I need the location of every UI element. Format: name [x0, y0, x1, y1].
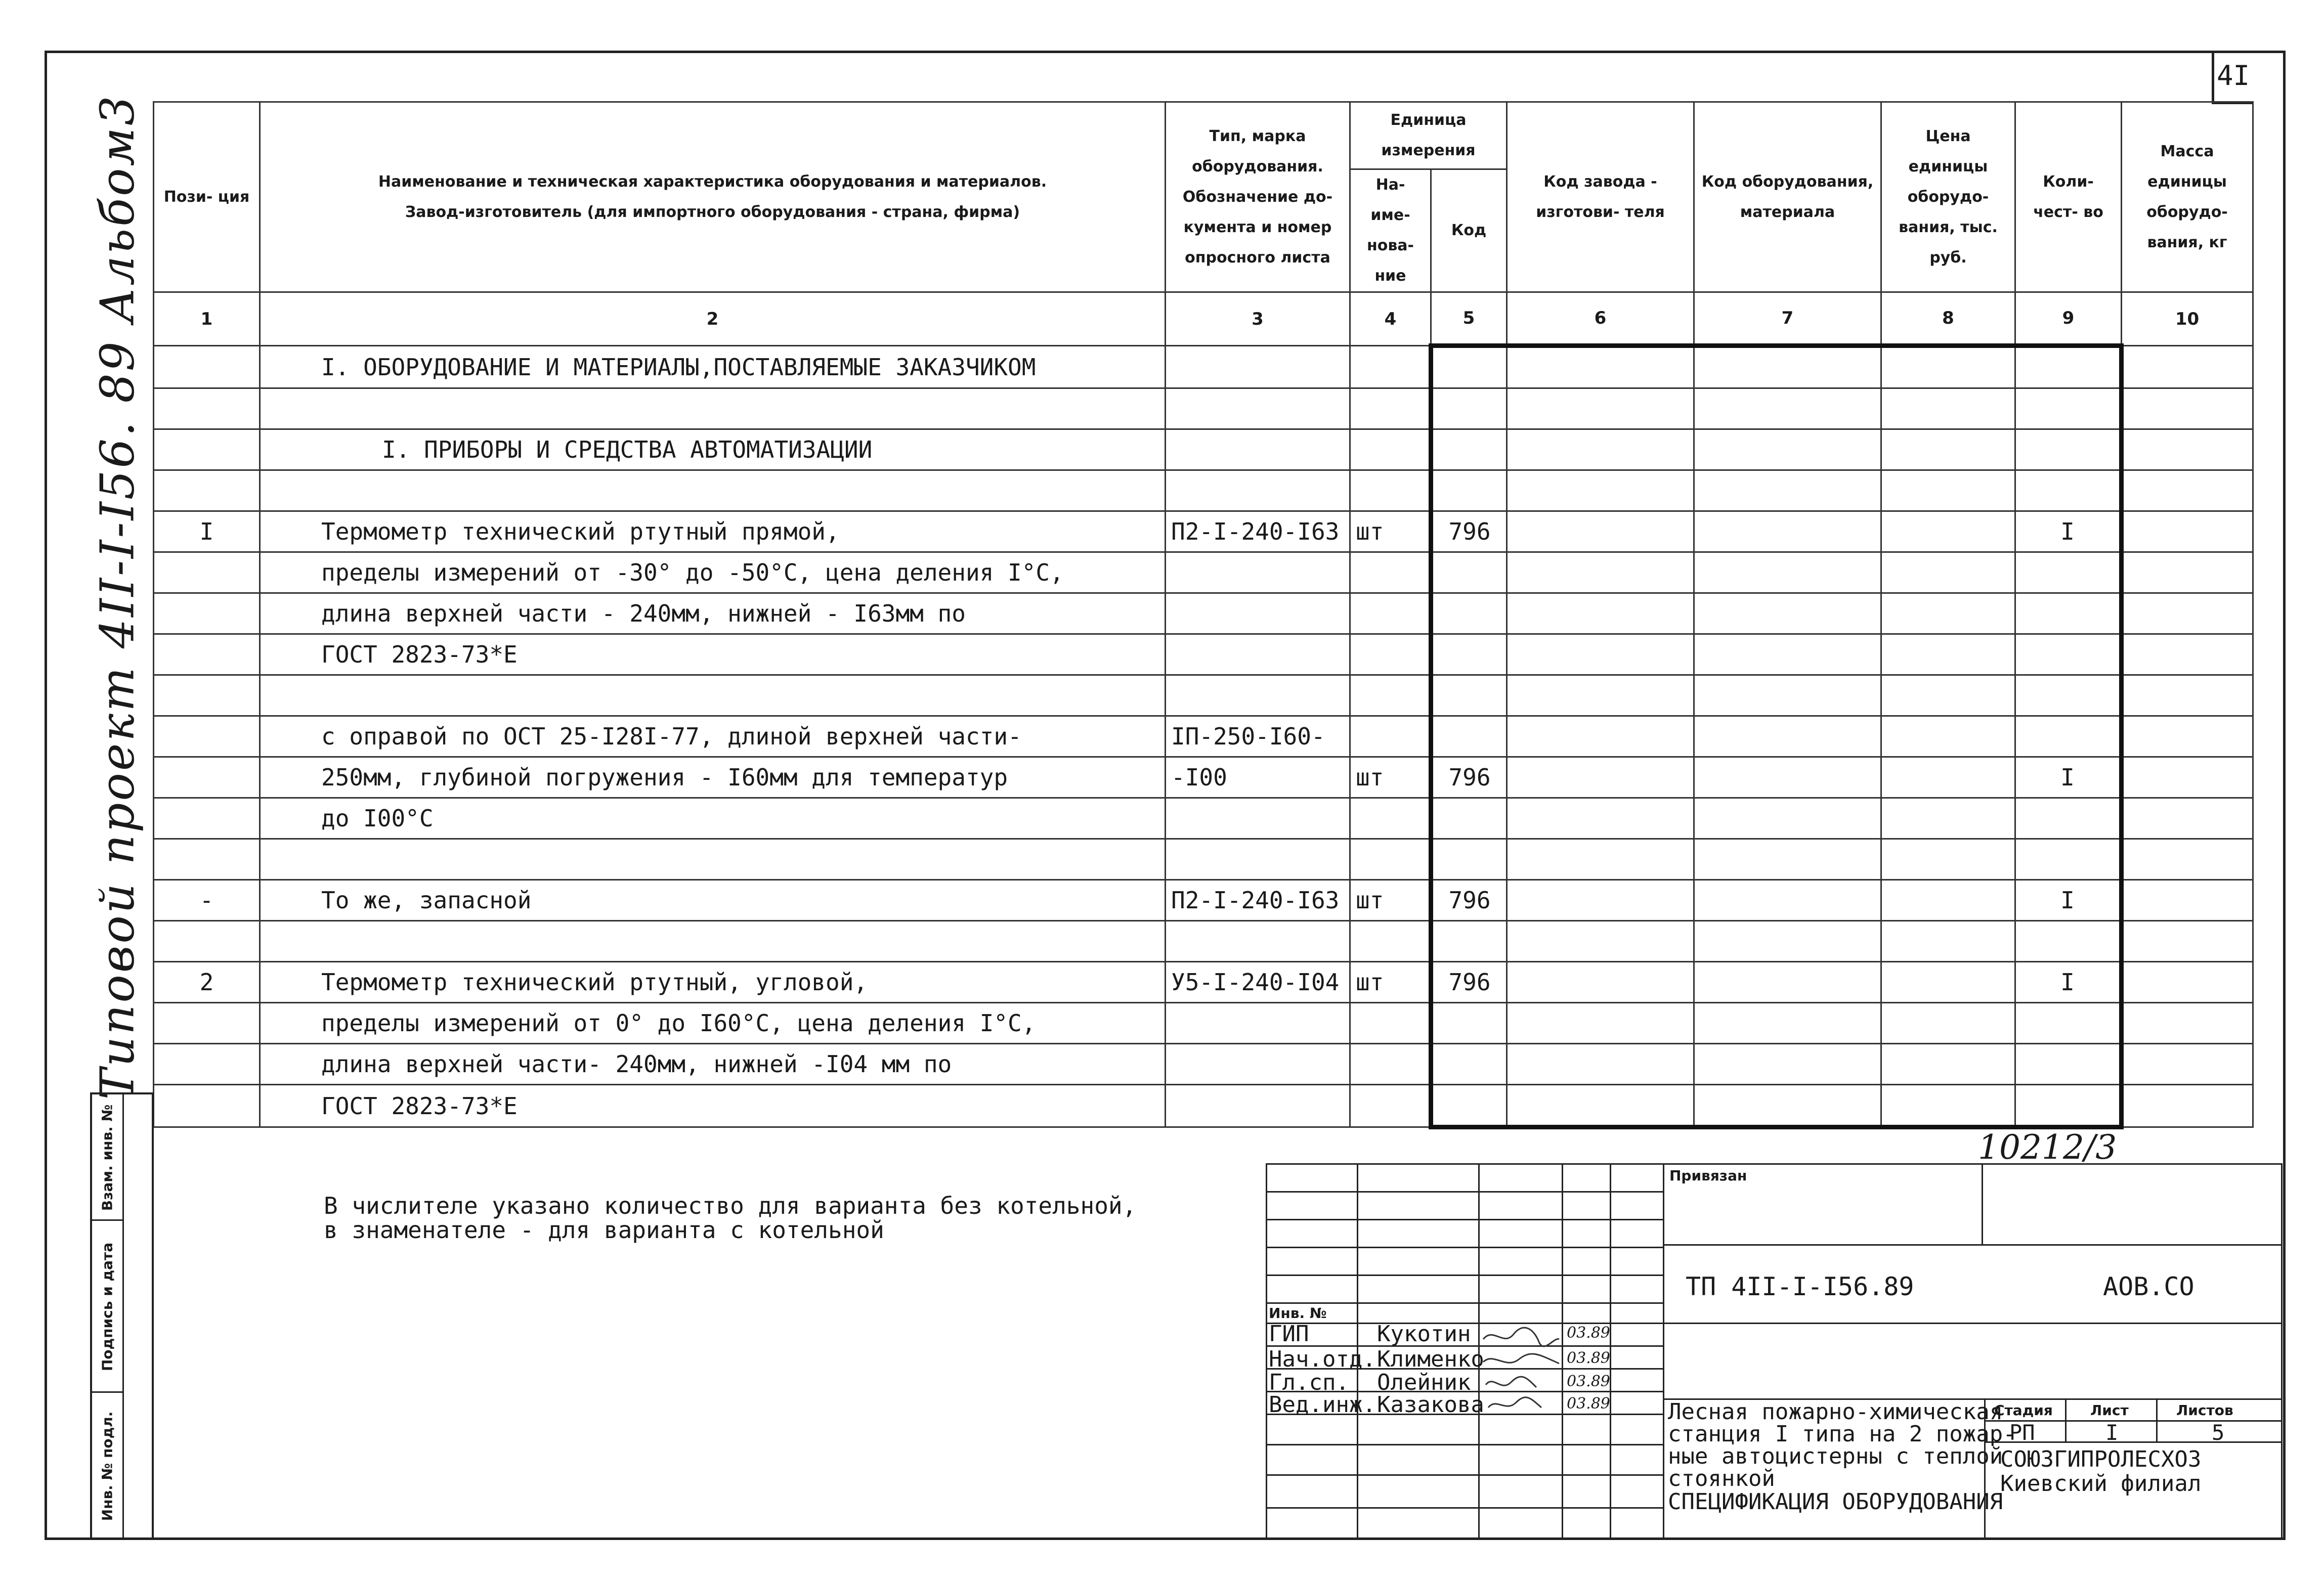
cell-name: длина верхней части - 240мм, нижней - I63мм по: [260, 593, 1166, 634]
table-row: [154, 921, 2253, 962]
cell-factory-code: [1507, 921, 1694, 962]
cell-unit-code: [1431, 429, 1507, 470]
cell-name: [260, 921, 1166, 962]
cell-type: [1166, 634, 1350, 675]
header-type: Тип, марка оборудования. Обозначение до- кумента и номер опросного листа: [1166, 102, 1350, 292]
cell-name: 250мм, глубиной погружения - I60мм для температур: [260, 757, 1166, 798]
sheets-value: 5: [2212, 1420, 2225, 1445]
specification-body: [154, 346, 2253, 1127]
cell-mass: [2122, 1044, 2253, 1085]
cell-type: У5-I-240-I04: [1166, 962, 1350, 1003]
cell-factory-code: [1507, 470, 1694, 511]
cell-quantity: [2015, 552, 2122, 593]
cell-type: [1166, 839, 1350, 880]
stamp-column: [90, 1092, 154, 1540]
cell-unit: [1350, 552, 1431, 593]
cell-price: [1881, 921, 2015, 962]
header-position: Пози- ция: [154, 102, 260, 292]
cell-unit: шт: [1350, 511, 1431, 552]
cell-name: [260, 675, 1166, 716]
table-row: [154, 593, 2253, 634]
staff-date: 03.89: [1567, 1324, 1610, 1342]
table-row: [154, 675, 2253, 716]
signatures: [1478, 1324, 1564, 1415]
description-line: станция I типа на 2 пожар-: [1668, 1421, 2016, 1447]
cell-factory-code: [1507, 429, 1694, 470]
privyazan-label: Привязан: [1669, 1167, 1747, 1184]
table-row: [154, 839, 2253, 880]
cell-factory-code: [1507, 757, 1694, 798]
cell-unit: [1350, 388, 1431, 429]
cell-unit-code: [1431, 593, 1507, 634]
staff-date: 03.89: [1567, 1349, 1610, 1367]
grid-line: [1266, 1219, 1663, 1220]
table-row: [154, 1085, 2253, 1127]
cell-quantity: [2015, 1003, 2122, 1044]
grid-line: [1982, 1163, 1983, 1244]
staff-role: Гл.сп.: [1269, 1370, 1349, 1395]
cell-factory-code: [1507, 346, 1694, 388]
description-line: ные автоцистерны с теплой: [1668, 1443, 2003, 1469]
title-block: [1266, 1163, 2283, 1540]
staff-name: Олейник: [1377, 1370, 1471, 1395]
cell-price: [1881, 798, 2015, 839]
cell-price: [1881, 346, 2015, 388]
cell-price: [1881, 716, 2015, 757]
cell-position: 2: [154, 962, 260, 1003]
cell-mass: [2122, 1085, 2253, 1127]
cell-name: ГОСТ 2823-73*Е: [260, 1085, 1166, 1127]
cell-equipment-code: [1694, 798, 1881, 839]
grid-line: [1266, 1274, 1663, 1276]
header-name: [260, 102, 1166, 292]
cell-type: [1166, 552, 1350, 593]
cell-position: [154, 757, 260, 798]
grid-line: [1663, 1244, 2283, 1246]
grid-line: [1266, 1247, 1663, 1248]
cell-factory-code: [1507, 839, 1694, 880]
cell-equipment-code: [1694, 880, 1881, 921]
cell-unit-code: 796: [1431, 511, 1507, 552]
cell-position: -: [154, 880, 260, 921]
cell-unit: [1350, 839, 1431, 880]
cell-unit-code: [1431, 552, 1507, 593]
cell-mass: [2122, 388, 2253, 429]
cell-price: [1881, 552, 2015, 593]
cell-quantity: [2015, 1085, 2122, 1127]
cell-quantity: [2015, 346, 2122, 388]
table-row: [154, 511, 2253, 552]
cell-equipment-code: [1694, 962, 1881, 1003]
cell-type: [1166, 1044, 1350, 1085]
cell-mass: [2122, 921, 2253, 962]
column-number: 8: [1881, 292, 2015, 346]
staff-role: Вед.инж.: [1269, 1392, 1376, 1418]
note: [324, 1194, 1136, 1242]
stage-label: Стадия: [1994, 1402, 2053, 1419]
cell-factory-code: [1507, 1044, 1694, 1085]
cell-unit-code: [1431, 798, 1507, 839]
grid-line: [1266, 1507, 1663, 1509]
cell-factory-code: [1507, 880, 1694, 921]
header-row-1: [154, 102, 2253, 169]
column-number: 3: [1166, 292, 1350, 346]
cell-unit: [1350, 675, 1431, 716]
cell-position: [154, 346, 260, 388]
cell-equipment-code: [1694, 634, 1881, 675]
table-row: [154, 429, 2253, 470]
header-mass: Масса единицы оборудо- вания, кг: [2122, 102, 2253, 292]
cell-unit-code: 796: [1431, 880, 1507, 921]
cell-type: П2-I-240-I63: [1166, 511, 1350, 552]
cell-unit-code: [1431, 921, 1507, 962]
cell-position: [154, 1003, 260, 1044]
cell-position: [154, 1044, 260, 1085]
cell-name: до I00°С: [260, 798, 1166, 839]
cell-equipment-code: [1694, 1044, 1881, 1085]
sheet-title: СПЕЦИФИКАЦИЯ ОБОРУДОВАНИЯ: [1668, 1489, 2003, 1515]
cell-quantity: [2015, 1044, 2122, 1085]
stamp-label-original-inventory: Инв. № подл.: [99, 1411, 116, 1521]
cell-unit-code: [1431, 388, 1507, 429]
cell-equipment-code: [1694, 716, 1881, 757]
cell-quantity: [2015, 593, 2122, 634]
cell-factory-code: [1507, 593, 1694, 634]
organization-name: СОЮЗГИПРОЛЕСХОЗ: [2000, 1446, 2202, 1472]
cell-position: [154, 429, 260, 470]
cell-mass: [2122, 593, 2253, 634]
stamp-cell-replaced-inventory: [92, 1094, 122, 1221]
cell-mass: [2122, 716, 2253, 757]
cell-price: [1881, 880, 2015, 921]
cell-equipment-code: [1694, 346, 1881, 388]
header-unit-name: На- име- нова- ние: [1350, 169, 1431, 292]
table-row: [154, 1003, 2253, 1044]
cell-name: длина верхней части- 240мм, нижней -I04 мм по: [260, 1044, 1166, 1085]
cell-price: [1881, 593, 2015, 634]
sidebar: [87, 94, 148, 1100]
header-quantity: Коли- чест- во: [2015, 102, 2122, 292]
cell-factory-code: [1507, 388, 1694, 429]
description-line: Лесная пожарно-химическая: [1668, 1399, 2003, 1425]
cell-quantity: [2015, 388, 2122, 429]
note-line1: В числителе указано количество для варианта без котельной,: [324, 1192, 1137, 1219]
cell-type: IП-250-I60-: [1166, 716, 1350, 757]
cell-mass: [2122, 429, 2253, 470]
cell-equipment-code: [1694, 1003, 1881, 1044]
cell-mass: [2122, 511, 2253, 552]
cell-type: [1166, 346, 1350, 388]
cell-equipment-code: [1694, 388, 1881, 429]
description-line: стоянкой: [1668, 1466, 1775, 1491]
cell-unit: [1350, 921, 1431, 962]
cell-type: П2-I-240-I63: [1166, 880, 1350, 921]
stamp-cell-signature-date: [92, 1221, 122, 1393]
cell-position: [154, 1085, 260, 1127]
staff-date: 03.89: [1567, 1373, 1610, 1390]
document-mark: АОВ.СО: [2103, 1272, 2194, 1301]
cell-price: [1881, 388, 2015, 429]
table-row: [154, 757, 2253, 798]
cell-mass: [2122, 962, 2253, 1003]
cell-equipment-code: [1694, 552, 1881, 593]
cell-name: с оправой по ОСТ 25-I28I-77, длиной верхней части-: [260, 716, 1166, 757]
cell-mass: [2122, 552, 2253, 593]
cell-position: [154, 675, 260, 716]
cell-unit-code: [1431, 1003, 1507, 1044]
grid-line: [1266, 1302, 1663, 1304]
cell-factory-code: [1507, 1003, 1694, 1044]
cell-name: I. ПРИБОРЫ И СРЕДСТВА АВТОМАТИЗАЦИИ: [260, 429, 1166, 470]
page-number: 4I: [2212, 51, 2252, 104]
cell-position: [154, 716, 260, 757]
table-row: [154, 798, 2253, 839]
column-number: 9: [2015, 292, 2122, 346]
cell-position: [154, 798, 260, 839]
cell-price: [1881, 634, 2015, 675]
cell-mass: [2122, 634, 2253, 675]
grid-line: [1663, 1163, 1664, 1540]
cell-unit-code: [1431, 1085, 1507, 1127]
grid-line: [1266, 1474, 1663, 1476]
cell-unit-code: 796: [1431, 962, 1507, 1003]
cell-position: [154, 470, 260, 511]
cell-equipment-code: [1694, 1085, 1881, 1127]
cell-type: [1166, 388, 1350, 429]
cell-equipment-code: [1694, 593, 1881, 634]
column-number: 1: [154, 292, 260, 346]
cell-name: Термометр технический ртутный прямой,: [260, 511, 1166, 552]
cell-quantity: [2015, 839, 2122, 880]
cell-equipment-code: [1694, 511, 1881, 552]
cell-quantity: I: [2015, 880, 2122, 921]
note-line2: в знаменателе - для варианта с котельной: [324, 1216, 884, 1244]
handwritten-number: 10212/3: [1978, 1128, 2117, 1167]
cell-factory-code: [1507, 552, 1694, 593]
cell-price: [1881, 470, 2015, 511]
cell-unit: шт: [1350, 880, 1431, 921]
staff-name: Кукотин: [1377, 1321, 1471, 1347]
cell-mass: [2122, 798, 2253, 839]
cell-unit: шт: [1350, 757, 1431, 798]
cell-unit: [1350, 1085, 1431, 1127]
cell-equipment-code: [1694, 921, 1881, 962]
specification-table: [153, 101, 2254, 1129]
cell-name: пределы измерений от -30° до -50°С, цена деления I°С,: [260, 552, 1166, 593]
sheets-label: Листов: [2176, 1402, 2233, 1419]
cell-quantity: [2015, 429, 2122, 470]
cell-equipment-code: [1694, 675, 1881, 716]
cell-name: То же, запасной: [260, 880, 1166, 921]
cell-position: [154, 839, 260, 880]
cell-mass: [2122, 470, 2253, 511]
grid-line: [1663, 1323, 2283, 1324]
cell-unit: [1350, 1044, 1431, 1085]
grid-line: [1266, 1191, 1663, 1193]
staff-name: Клименко: [1377, 1346, 1484, 1372]
cell-type: [1166, 675, 1350, 716]
header-unit-group: Единица измерения: [1350, 102, 1507, 169]
cell-position: [154, 634, 260, 675]
header-price: Цена единицы оборудо- вания, тыс. руб.: [1881, 102, 2015, 292]
cell-price: [1881, 1085, 2015, 1127]
staff-role: ГИП: [1269, 1321, 1309, 1347]
cell-equipment-code: [1694, 757, 1881, 798]
table-row: [154, 634, 2253, 675]
cell-mass: [2122, 346, 2253, 388]
cell-unit-code: [1431, 716, 1507, 757]
cell-equipment-code: [1694, 839, 1881, 880]
cell-name: I. ОБОРУДОВАНИЕ И МАТЕРИАЛЫ,ПОСТАВЛЯЕМЫЕ ЗАКАЗЧИКОМ: [260, 346, 1166, 388]
stamp-label-replaced-inventory: Взам. инв. №: [99, 1104, 116, 1211]
cell-unit-code: [1431, 839, 1507, 880]
cell-name: Термометр технический ртутный, угловой,: [260, 962, 1166, 1003]
cell-price: [1881, 675, 2015, 716]
cell-unit: [1350, 593, 1431, 634]
cell-unit-code: 796: [1431, 757, 1507, 798]
cell-type: [1166, 593, 1350, 634]
cell-price: [1881, 429, 2015, 470]
organization-branch: Киевский филиал: [2000, 1471, 2202, 1497]
cell-type: [1166, 921, 1350, 962]
cell-quantity: [2015, 634, 2122, 675]
cell-quantity: [2015, 921, 2122, 962]
project-label: Типовой проект 4ІІ-І-І56. 89 Альбом3: [90, 94, 145, 1100]
cell-price: [1881, 757, 2015, 798]
column-number: 10: [2122, 292, 2253, 346]
column-number: 2: [260, 292, 1166, 346]
cell-position: [154, 552, 260, 593]
cell-unit: [1350, 346, 1431, 388]
cell-type: [1166, 470, 1350, 511]
staff-role: Нач.отд.: [1269, 1346, 1376, 1372]
cell-mass: [2122, 675, 2253, 716]
cell-unit: [1350, 470, 1431, 511]
cell-unit: [1350, 429, 1431, 470]
table-row: [154, 716, 2253, 757]
cell-unit: [1350, 1003, 1431, 1044]
table-row: [154, 962, 2253, 1003]
cell-quantity: I: [2015, 511, 2122, 552]
cell-equipment-code: [1694, 429, 1881, 470]
cell-factory-code: [1507, 511, 1694, 552]
table-row: [154, 880, 2253, 921]
cell-factory-code: [1507, 634, 1694, 675]
column-number: 6: [1507, 292, 1694, 346]
header-name-line2: Завод-изготовитель (для импортного оборудования - страна, фирма): [405, 203, 1020, 221]
cell-name: [260, 470, 1166, 511]
cell-position: I: [154, 511, 260, 552]
header-name-line1: Наименование и техническая характеристика оборудования и материалов.: [378, 172, 1047, 191]
cell-price: [1881, 962, 2015, 1003]
stamp-label-signature-date: Подпись и дата: [99, 1242, 116, 1372]
header-unit-code: Код: [1431, 169, 1507, 292]
cell-unit: [1350, 634, 1431, 675]
stage-value: РП: [2009, 1420, 2035, 1445]
sheet-label: Лист: [2090, 1402, 2129, 1419]
column-number-row: [154, 292, 2253, 346]
cell-quantity: [2015, 716, 2122, 757]
column-number: 5: [1431, 292, 1507, 346]
header-equipment-code: Код оборудования, материала: [1694, 102, 1881, 292]
cell-position: [154, 921, 260, 962]
document-code: ТП 4II-I-I56.89: [1686, 1272, 1914, 1301]
cell-quantity: [2015, 798, 2122, 839]
table-row: [154, 470, 2253, 511]
table-row: [154, 552, 2253, 593]
table-row: [154, 1044, 2253, 1085]
cell-type: [1166, 1085, 1350, 1127]
cell-quantity: [2015, 675, 2122, 716]
cell-name: [260, 388, 1166, 429]
cell-mass: [2122, 757, 2253, 798]
cell-price: [1881, 839, 2015, 880]
sheet-value: I: [2105, 1420, 2119, 1445]
cell-factory-code: [1507, 716, 1694, 757]
cell-unit-code: [1431, 470, 1507, 511]
inventory-label: Инв. №: [1269, 1305, 1327, 1322]
cell-position: [154, 593, 260, 634]
cell-unit: шт: [1350, 962, 1431, 1003]
cell-mass: [2122, 880, 2253, 921]
cell-unit: [1350, 716, 1431, 757]
table-row: [154, 388, 2253, 429]
cell-type: -I00: [1166, 757, 1350, 798]
column-number: 4: [1350, 292, 1431, 346]
cell-unit-code: [1431, 1044, 1507, 1085]
staff-name: Казакова: [1377, 1392, 1484, 1418]
stamp-cell-original-inventory: [92, 1393, 122, 1540]
header-factory-code: Код завода - изготови- теля: [1507, 102, 1694, 292]
cell-quantity: I: [2015, 962, 2122, 1003]
cell-price: [1881, 1044, 2015, 1085]
grid-line: [1266, 1444, 1663, 1445]
cell-factory-code: [1507, 1085, 1694, 1127]
cell-factory-code: [1507, 675, 1694, 716]
cell-unit-code: [1431, 346, 1507, 388]
cell-unit-code: [1431, 675, 1507, 716]
cell-quantity: [2015, 470, 2122, 511]
cell-unit-code: [1431, 634, 1507, 675]
cell-name: [260, 839, 1166, 880]
cell-name: пределы измерений от 0° до I60°С, цена деления I°С,: [260, 1003, 1166, 1044]
cell-factory-code: [1507, 962, 1694, 1003]
stamp-divider: [122, 1094, 124, 1537]
cell-mass: [2122, 1003, 2253, 1044]
column-number: 7: [1694, 292, 1881, 346]
cell-equipment-code: [1694, 470, 1881, 511]
staff-date: 03.89: [1567, 1395, 1610, 1413]
cell-type: [1166, 1003, 1350, 1044]
cell-position: [154, 388, 260, 429]
cell-price: [1881, 511, 2015, 552]
table-row: [154, 346, 2253, 388]
cell-price: [1881, 1003, 2015, 1044]
cell-type: [1166, 429, 1350, 470]
cell-unit: [1350, 798, 1431, 839]
cell-mass: [2122, 839, 2253, 880]
cell-quantity: I: [2015, 757, 2122, 798]
cell-name: ГОСТ 2823-73*Е: [260, 634, 1166, 675]
cell-factory-code: [1507, 798, 1694, 839]
cell-type: [1166, 798, 1350, 839]
